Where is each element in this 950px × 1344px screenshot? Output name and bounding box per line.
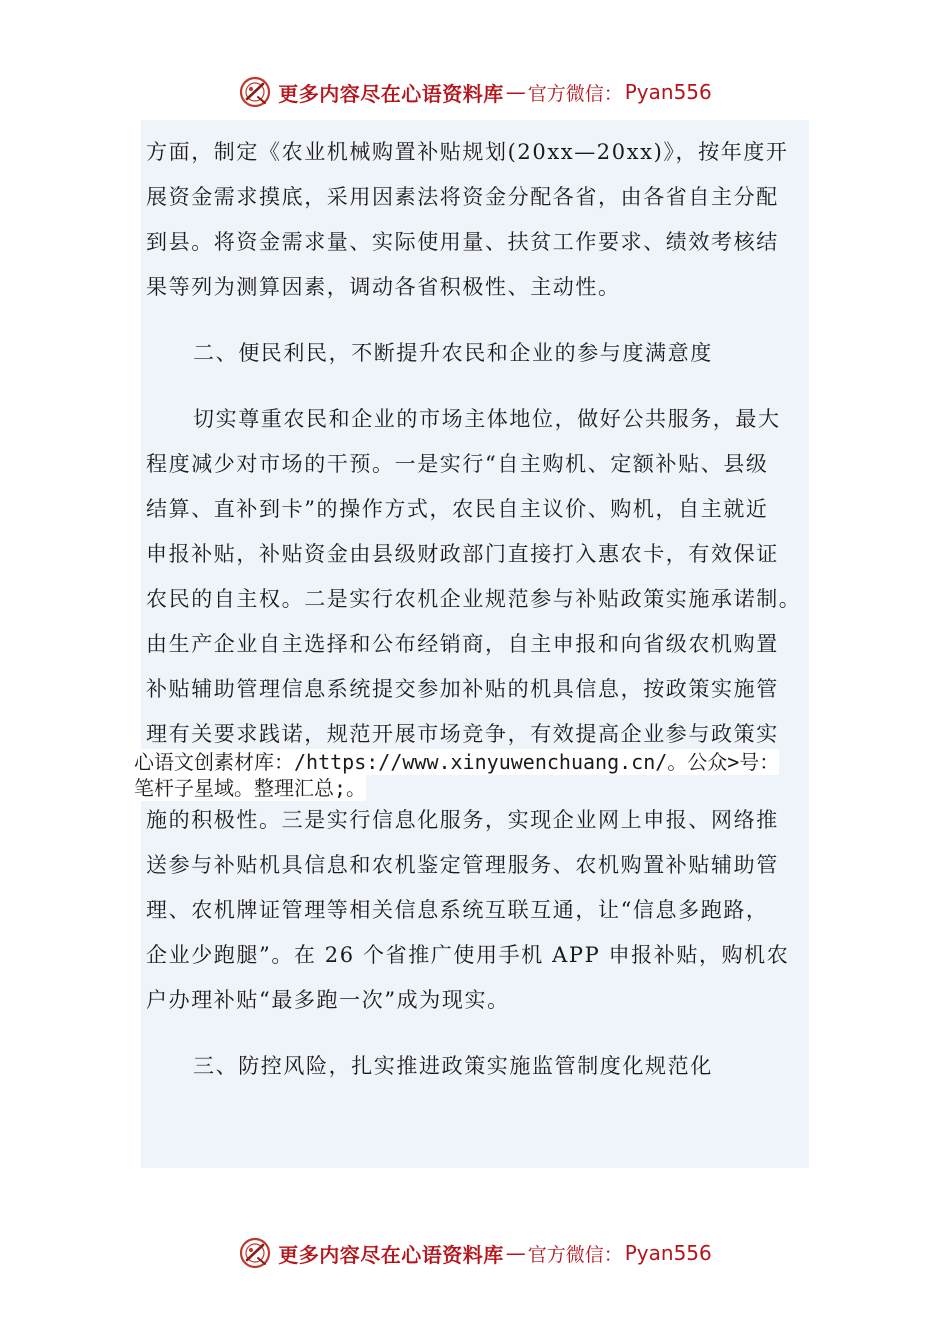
banner-sub-text: 官方微信： (527, 1243, 623, 1266)
paragraph-line: 展资金需求摸底，采用因素法将资金分配各省，由各省自主分配 (146, 185, 779, 209)
paragraph-line: 施的积极性。三是实行信息化服务，实现企业网上申报、网络推 (146, 808, 779, 832)
paragraph-line: 方面，制定《农业机械购置补贴规划(20xx—20xx)》，按年度开 (146, 140, 789, 164)
banner-sub-text: 官方微信： (527, 82, 623, 105)
header-banner (0, 72, 950, 112)
banner-wechat-id: Pyan556 (624, 80, 712, 104)
stamp-logo-icon (238, 75, 272, 109)
banner-dash: — (505, 1241, 526, 1265)
paragraph-line: 结算、直补到卡”的操作方式，农民自主议价、购机，自主就近 (146, 497, 769, 521)
paragraph-line: 理、农机牌证管理等相关信息系统互联互通，让“信息多跑路， (146, 898, 769, 922)
paragraph-line: 由生产企业自主选择和公布经销商，自主申报和向省级农机购置 (146, 632, 779, 656)
paragraph-line: 理有关要求践诺，规范开展市场竞争，有效提高企业参与政策实 (146, 722, 779, 746)
paragraph-line: 补贴辅助管理信息系统提交参加补贴的机具信息，按政策实施管 (146, 677, 779, 701)
paragraph-line: 农民的自主权。二是实行农机企业规范参与补贴政策实施承诺制。 (146, 587, 802, 611)
banner-main-text: 更多内容尽在心语资料库 (278, 81, 504, 106)
banner-dash: — (505, 80, 526, 104)
paragraph-line: 申报补贴，补贴资金由县级财政部门直接打入惠农卡，有效保证 (146, 542, 779, 566)
watermark-line-1: 心语文创素材库：/https://www.xinyuwenchuang.cn/。公众>号： (134, 750, 780, 774)
paragraph-line: 户办理补贴“最多跑一次”成为现实。 (146, 988, 510, 1012)
section-heading-3: 三、防控风险，扎实推进政策实施监管制度化规范化 (193, 1054, 713, 1078)
watermark-line-2: 笔杆子星域。整理汇总;。 (134, 776, 367, 800)
paragraph-line: 果等列为测算因素，调动各省积极性、主动性。 (146, 275, 621, 299)
banner-wechat-id: Pyan556 (624, 1241, 712, 1265)
section-heading-2: 二、便民利民，不断提升农民和企业的参与度满意度 (193, 341, 713, 365)
paragraph-line: 到县。将资金需求量、实际使用量、扶贫工作要求、绩效考核结 (146, 230, 779, 254)
banner-main-text: 更多内容尽在心语资料库 (278, 1242, 504, 1267)
stamp-logo-icon (238, 1236, 272, 1270)
paragraph-line: 切实尊重农民和企业的市场主体地位，做好公共服务，最大 (193, 407, 781, 431)
footer-banner (0, 1233, 950, 1273)
paragraph-line: 送参与补贴机具信息和农机鉴定管理服务、农机购置补贴辅助管 (146, 853, 779, 877)
paragraph-line: 企业少跑腿”。在 26 个省推广使用手机 APP 申报补贴，购机农 (146, 943, 790, 967)
paragraph-line: 程度减少对市场的干预。一是实行“自主购机、定额补贴、县级 (146, 452, 769, 476)
